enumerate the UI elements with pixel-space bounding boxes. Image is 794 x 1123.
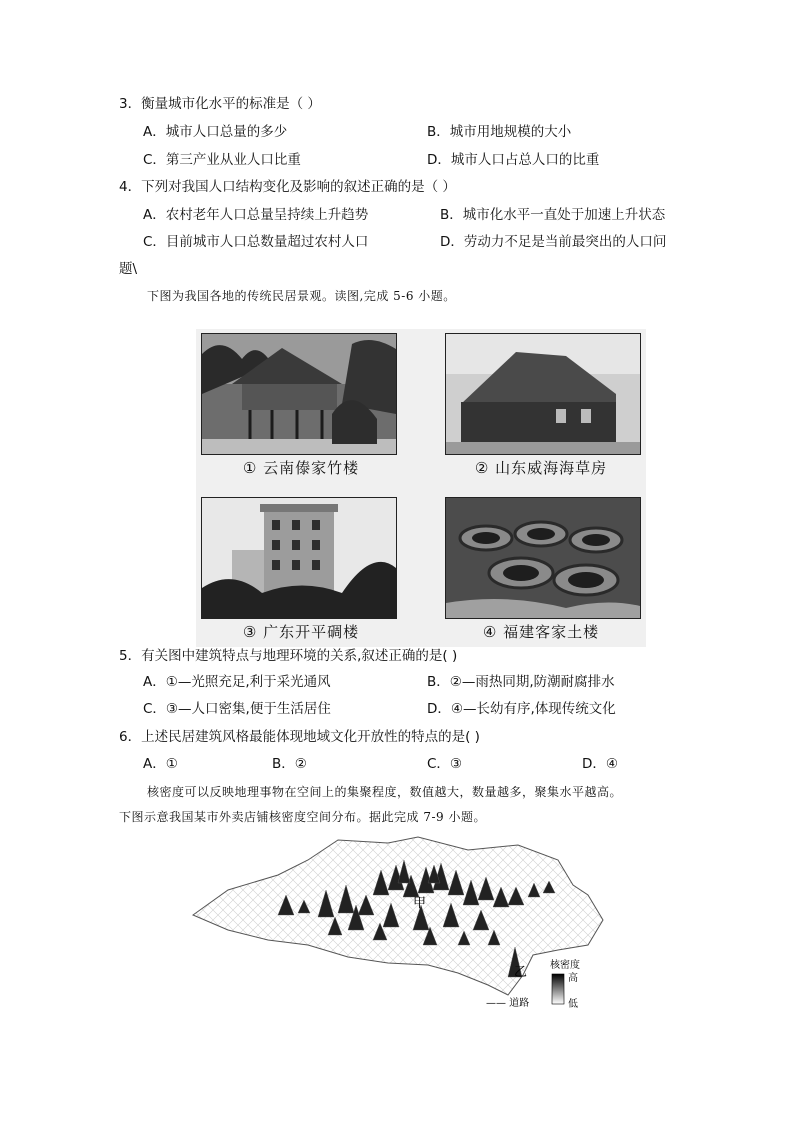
caption-4: ④ 福建客家土楼 [482,623,600,641]
caption-2: ② 山东威海海草房 [474,459,608,477]
photo-thatched-house [445,333,641,455]
legend-title: 核密度 [550,960,580,971]
legend-high: 高 [568,973,578,984]
q6-option-c: C．③ [427,756,463,772]
legend-gradient [552,974,564,1004]
photo-tulou [445,497,641,619]
map-label-jia: 甲 [413,896,427,911]
q6-option-d: D．④ [582,756,618,772]
q3-option-c: C．第三产业从业人口比重 [143,152,301,168]
q3-option-d: D．城市人口占总人口的比重 [427,152,600,168]
q6-option-a: A．① [143,756,178,772]
legend-low: 低 [568,999,578,1010]
q5-option-d: D．④—长幼有序,体现传统文化 [427,701,616,717]
q6-option-b: B．② [272,756,307,772]
intro-7-9-line1: 核密度可以反映地理事物在空间上的集聚程度，数值越大，数量越多，聚集水平越高。 [147,785,623,799]
dwellings-figure [196,329,646,647]
map-label-yi: 乙 [514,965,528,980]
legend-road: —— 道路 [486,998,530,1009]
question-5-stem: 5．有关图中建筑特点与地理环境的关系,叙述正确的是( ) [119,648,458,664]
q5-option-b: B．②—雨热同期,防潮耐腐排水 [427,674,615,690]
kernel-density-map [188,835,608,1013]
q4-option-b: B．城市化水平一直处于加速上升状态 [440,207,666,223]
photo-bamboo-house [201,333,397,455]
q4-option-d-overflow: 题\ [119,261,138,277]
q3-option-b: B．城市用地规模的大小 [427,124,572,140]
q4-option-a: A．农村老年人口总量呈持续上升趋势 [143,207,369,223]
q4-option-d: D．劳动力不足是当前最突出的人口问 [440,234,667,250]
q5-option-c: C．③—人口密集,便于生活居住 [143,701,331,717]
question-4-stem: 4．下列对我国人口结构变化及影响的叙述正确的是（ ） [119,179,456,195]
q3-option-a: A．城市人口总量的多少 [143,124,288,140]
q5-option-a: A．①—光照充足,利于采光通风 [143,674,331,690]
question-6-stem: 6．上述民居建筑风格最能体现地域文化开放性的特点的是( ) [119,729,480,745]
question-3-stem: 3．衡量城市化水平的标准是（ ） [119,96,321,112]
q4-option-c: C．目前城市人口总数量超过农村人口 [143,234,369,250]
photo-watchtower [201,497,397,619]
caption-3: ③ 广东开平碉楼 [242,623,360,641]
intro-5-6: 下图为我国各地的传统民居景观。读图,完成 5-6 小题。 [147,289,456,303]
intro-7-9-line2: 下图示意我国某市外卖店铺核密度空间分布。据此完成 7-9 小题。 [119,810,486,824]
caption-1: ① 云南傣家竹楼 [242,459,360,477]
